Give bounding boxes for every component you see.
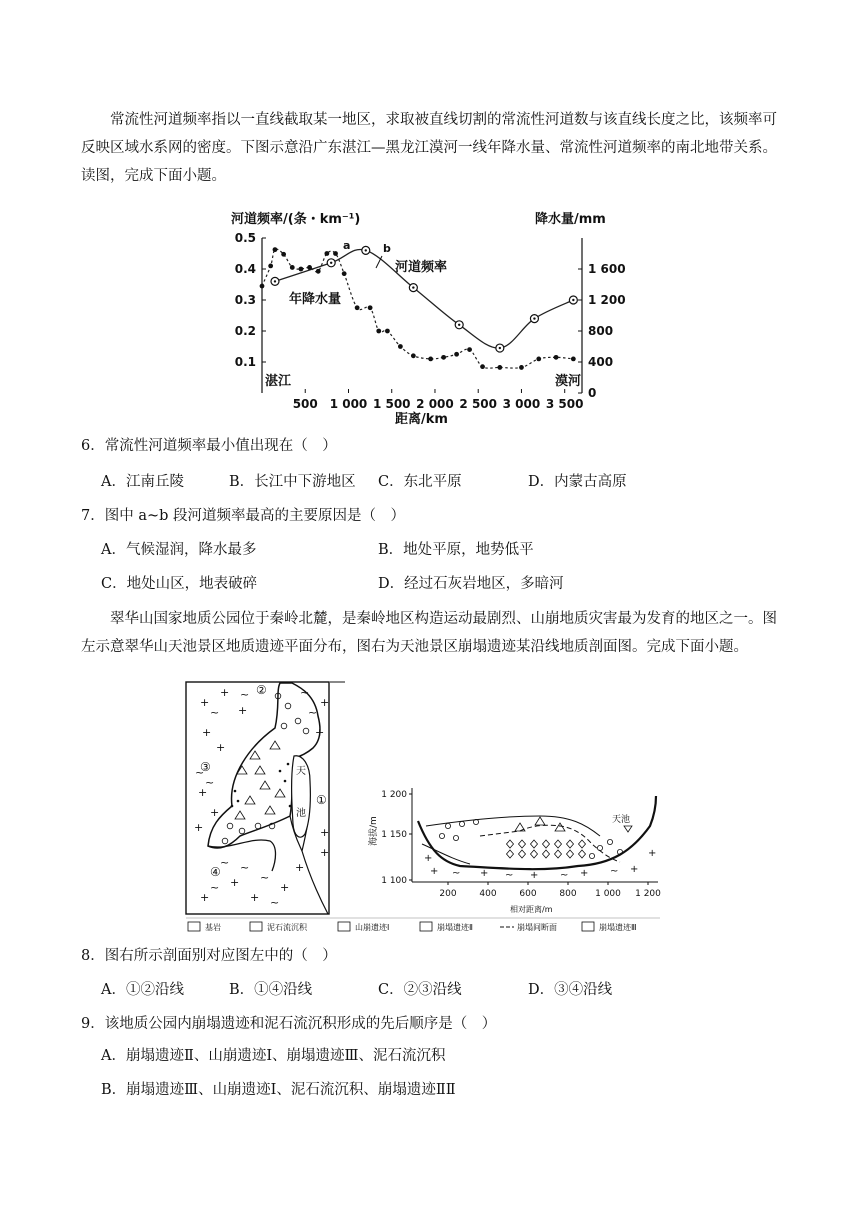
precip-point: [273, 247, 278, 252]
profile-collapse-iii-symbol: [567, 850, 574, 858]
precip-point: [398, 344, 403, 349]
q9-option-a[interactable]: A．崩塌遗迹Ⅱ、山崩遗迹Ⅰ、崩塌遗迹Ⅲ、泥石流沉积: [101, 1048, 446, 1064]
marker-1: ①: [316, 793, 327, 807]
precip-point: [454, 352, 459, 357]
precip-point: [441, 355, 446, 360]
profile-x-tick-label: 800: [559, 889, 577, 899]
deposit-dot: [237, 800, 240, 803]
landslide-symbol: [235, 811, 245, 819]
precip-point: [376, 329, 381, 334]
river-point-dot: [274, 280, 276, 282]
collapse-symbol: [227, 823, 233, 829]
debris-flow-symbol: ~: [210, 706, 220, 719]
precip-point: [307, 265, 312, 270]
river-point-dot: [412, 286, 414, 288]
debris-flow-symbol: ~: [210, 881, 220, 894]
profile-x-label: 相对距离/m: [510, 905, 553, 914]
precip-point: [290, 265, 295, 270]
landslide-symbol: [255, 766, 265, 774]
river-series-label: 河道频率: [395, 260, 448, 275]
debris-flow-symbol: ~: [205, 776, 215, 789]
profile-collapse-iii-symbol: [531, 840, 538, 848]
legend-swatch: [420, 922, 432, 931]
precip-point: [411, 353, 416, 358]
legend-swatch: [188, 922, 200, 931]
marker-2: ②: [256, 683, 267, 697]
q6-option-b[interactable]: B．长江中下游地区: [229, 474, 356, 490]
river-precip-chart: [225, 208, 626, 430]
left-tick-label: 0.2: [234, 324, 256, 338]
deposit-dot: [279, 770, 282, 773]
intro-paragraph-2: 翠华山国家地质公园位于秦岭北麓，是秦岭地区构造运动最剧烈、山崩地质灾害最为发育的地区之一。图左示意翠华山天池景区地质遗迹平面分布，图右为天池景区崩塌遗迹某沿线地质剖面图。完成下面小题。: [81, 611, 777, 655]
deposit-dot: [284, 780, 287, 783]
precip-point: [355, 305, 360, 310]
profile-collapse-symbol: [439, 833, 444, 838]
collapse-symbol: [239, 828, 245, 834]
q7-option-b[interactable]: B．地处平原，地势低平: [378, 542, 534, 558]
profile-collapse-symbol: [589, 853, 594, 858]
river-point-dot: [533, 317, 535, 319]
landslide-symbol: [265, 806, 275, 814]
precip-point: [368, 305, 373, 310]
profile-x-tick-label: 400: [479, 889, 497, 899]
profile-y-tick-label: 1 100: [381, 876, 407, 886]
precip-point: [281, 252, 286, 257]
precip-point: [385, 329, 390, 334]
bedrock-symbol: +: [320, 846, 330, 859]
precip-point: [497, 365, 502, 370]
left-tick-label: 0.5: [234, 231, 256, 245]
profile-y-tick-label: 1 200: [381, 790, 407, 800]
legend-swatch: [250, 922, 262, 931]
precip-point: [260, 284, 265, 289]
river-point-dot: [458, 324, 460, 326]
profile-collapse-iii-symbol: [555, 850, 562, 858]
profile-bedrock-symbol: +: [580, 868, 589, 879]
debris-flow-symbol: ~: [240, 688, 250, 701]
bedrock-symbol: +: [238, 704, 248, 717]
deposit-dot: [287, 763, 290, 766]
q8-option-a[interactable]: A．①②沿线: [101, 982, 184, 998]
collapse-symbol: [295, 718, 301, 724]
profile-bedrock-symbol: +: [630, 864, 639, 875]
profile-collapse-iii-symbol: [543, 840, 550, 848]
precip-point: [536, 357, 541, 362]
bedrock-symbol: +: [194, 821, 204, 834]
profile-debris-symbol: ~: [505, 870, 514, 881]
profile-collapse-iii-symbol: [531, 850, 538, 858]
q9-option-b[interactable]: B．崩塌遗迹Ⅲ、山崩遗迹Ⅰ、泥石流沉积、崩塌遗迹ⅡⅡ: [101, 1082, 456, 1098]
precip-point: [428, 357, 433, 362]
marker-3: ③: [200, 760, 211, 774]
precip-point: [554, 355, 559, 360]
x-axis-title: 距离/km: [395, 412, 448, 427]
x-tick-label: 1 000: [329, 397, 368, 411]
legend-label: 泥石流沉积: [267, 923, 307, 932]
q6-option-d[interactable]: D．内蒙古高原: [528, 474, 627, 490]
bedrock-symbol: +: [198, 786, 208, 799]
profile-collapse-iii-symbol: [507, 850, 514, 858]
deposit-dot: [231, 805, 234, 808]
figure-legend: [186, 918, 660, 932]
left-axis-title: 河道频率/(条・km⁻¹): [231, 212, 361, 227]
legend-label: 崩塌遗迹Ⅲ: [599, 923, 637, 932]
profile-collapse-iii-symbol: [555, 840, 562, 848]
landslide-symbol: [275, 789, 285, 797]
q7-option-a[interactable]: A．气候湿润，降水最多: [101, 542, 257, 558]
profile-bedrock-symbol: +: [480, 868, 489, 879]
profile-x-tick-label: 600: [519, 889, 537, 899]
profile-collapse-iii-symbol: [519, 850, 526, 858]
profile-collapse-iii-symbol: [543, 850, 550, 858]
profile-x-tick-label: 1 000: [595, 889, 621, 899]
profile-debris-symbol: ~: [452, 868, 461, 879]
profile-collapse-symbol: [607, 839, 612, 844]
precip-point: [316, 269, 321, 274]
question-8: 8．图右所示剖面别对应图左中的（ ）: [81, 948, 337, 964]
profile-bedrock-symbol: +: [430, 866, 439, 877]
precip-point: [480, 364, 485, 369]
bedrock-symbol: +: [315, 726, 325, 739]
profile-x-tick-label: 1 200: [635, 889, 661, 899]
marker-4: ④: [210, 865, 221, 879]
profile-collapse-iii-symbol: [507, 840, 514, 848]
precip-point: [333, 251, 338, 256]
x-tick-label: 500: [292, 397, 318, 411]
profile-bedrock-symbol: +: [424, 853, 433, 864]
left-tick-label: 0.3: [234, 293, 256, 307]
q6-option-a[interactable]: A．江南丘陵: [101, 474, 184, 490]
q8-option-d[interactable]: D．③④沿线: [528, 982, 613, 998]
collapse-symbol: [285, 703, 291, 709]
river-point-dot: [499, 347, 501, 349]
bedrock-symbol: +: [220, 686, 230, 699]
precip-point: [299, 267, 304, 272]
x-tick-label: 2 000: [416, 397, 454, 411]
precip-point: [467, 347, 472, 352]
profile-collapse-iii-symbol: [519, 840, 526, 848]
profile-collapse-symbol: [445, 823, 450, 828]
legend-label: 山崩遗迹Ⅰ: [355, 923, 390, 932]
profile-collapse-iii-symbol: [579, 840, 586, 848]
river-point-dot: [365, 249, 367, 251]
precip-point: [324, 251, 329, 256]
x-tick-label: 2 500: [459, 397, 498, 411]
right-tick-label: 1 600: [588, 262, 626, 276]
precip-series-label: 年降水量: [289, 292, 342, 307]
debris-flow-symbol: ~: [240, 861, 250, 874]
x-axis: [293, 389, 584, 411]
right-tick-label: 800: [588, 324, 614, 338]
precip-point: [571, 357, 576, 362]
deposit-dot: [289, 805, 292, 808]
profile-collapse-symbol: [597, 845, 602, 850]
profile-x-tick-label: 200: [439, 889, 457, 899]
deposit-dot: [234, 790, 237, 793]
right-axis-title: 降水量/mm: [535, 212, 606, 227]
point-label-b: b: [383, 242, 391, 255]
lake-char-2: 池: [296, 808, 306, 819]
left-tick-label: 0.4: [234, 262, 256, 276]
x-tick-label: 1 500: [372, 397, 411, 411]
profile-collapse-symbol: [459, 821, 464, 826]
left-tick-label: 0.1: [234, 355, 256, 369]
legend-swatch: [338, 922, 350, 931]
precip-point: [519, 365, 524, 370]
bedrock-symbol: +: [320, 826, 330, 839]
plan-map: [186, 682, 345, 914]
end-place-label: 漠河: [555, 374, 582, 389]
x-tick-label: 3 500: [545, 397, 584, 411]
collapse-symbol: [281, 723, 287, 729]
left-axis: [235, 231, 266, 393]
legend-label: 崩塌间断面: [517, 923, 557, 932]
q7-option-d[interactable]: D．经过石灰岩地区，多暗河: [378, 576, 564, 592]
q8-option-b[interactable]: B．①④沿线: [229, 982, 313, 998]
right-tick-label: 400: [588, 355, 614, 369]
bedrock-symbol: +: [200, 891, 210, 904]
collapse-symbol: [222, 838, 228, 844]
right-tick-label: 1 200: [588, 293, 626, 307]
profile-debris-symbol: ~: [610, 866, 619, 877]
question-7: 7．图中 a~b 段河道频率最高的主要原因是（ ）: [81, 508, 406, 524]
legend-swatch: [582, 922, 594, 931]
bedrock-symbol: +: [202, 726, 212, 739]
bedrock-symbol: +: [295, 861, 305, 874]
debris-flow-symbol: ~: [220, 856, 230, 869]
landslide-symbol: [260, 781, 270, 789]
geology-figure: [180, 676, 680, 938]
debris-flow-symbol: ~: [195, 766, 205, 779]
q8-option-c[interactable]: C．②③沿线: [378, 982, 462, 998]
profile-debris-symbol: ~: [560, 870, 569, 881]
debris-flow-symbol: ~: [270, 896, 280, 909]
precip-point: [342, 271, 347, 276]
bedrock-symbol: +: [280, 881, 290, 894]
landslide-symbol: [270, 741, 280, 749]
profile-section: [367, 788, 661, 914]
right-axis: [578, 238, 626, 400]
right-tick-label: 0: [588, 386, 597, 400]
legend-label: 基岩: [205, 923, 221, 932]
q7-option-c[interactable]: C．地处山区，地表破碎: [101, 576, 258, 592]
question-6: 6．常流性河道频率最小值出现在（ ）: [81, 438, 337, 454]
profile-bedrock-symbol: +: [530, 870, 539, 881]
bedrock-symbol: +: [200, 696, 210, 709]
landslide-symbol: [245, 796, 255, 804]
profile-collapse-iii-symbol: [579, 850, 586, 858]
x-tick-label: 3 000: [502, 397, 541, 411]
legend-label: 崩塌遗迹Ⅱ: [437, 923, 473, 932]
precip-point: [268, 264, 273, 269]
debris-flow-symbol: ~: [308, 706, 318, 719]
bedrock-symbol: +: [216, 741, 226, 754]
q6-option-c[interactable]: C．东北平原: [378, 474, 462, 490]
question-9: 9．该地质公园内崩塌遗迹和泥石流沉积形成的先后顺序是（ ）: [81, 1016, 497, 1032]
profile-lake-label: 天池: [612, 815, 631, 825]
lake-char-1: 天: [296, 766, 306, 777]
profile-y-tick-label: 1 150: [381, 830, 407, 840]
start-place-label: 湛江: [265, 374, 292, 389]
profile-y-label: 海拔/m: [369, 816, 379, 846]
profile-bedrock-symbol: +: [648, 848, 657, 859]
point-label-a: a: [343, 239, 351, 252]
profile-collapse-iii-symbol: [567, 840, 574, 848]
bedrock-symbol: +: [210, 806, 220, 819]
collapse-symbol: [303, 728, 309, 734]
intro-paragraph-1: 常流性河道频率指以一直线截取某一地区，求取被直线切割的常流性河道数与该直线长度之比，该频率可反映区域水系网的密度。下图示意沿广东湛江—黑龙江漠河一线年降水量、常流性河道频率的南北地带关系。读图，完成下面小题。: [81, 112, 777, 184]
bedrock-symbol: +: [320, 696, 330, 709]
river-point-dot: [572, 299, 574, 301]
bedrock-symbol: +: [230, 876, 240, 889]
profile-landslide-symbol: [535, 817, 545, 825]
landslide-symbol: [250, 751, 260, 759]
collapse-symbol: [255, 823, 261, 829]
bedrock-symbol: +: [250, 891, 260, 904]
river-point-dot: [330, 262, 332, 264]
debris-flow-symbol: ~: [260, 871, 270, 884]
profile-collapse-symbol: [453, 835, 458, 840]
debris-flow-symbol: ~: [300, 686, 310, 699]
